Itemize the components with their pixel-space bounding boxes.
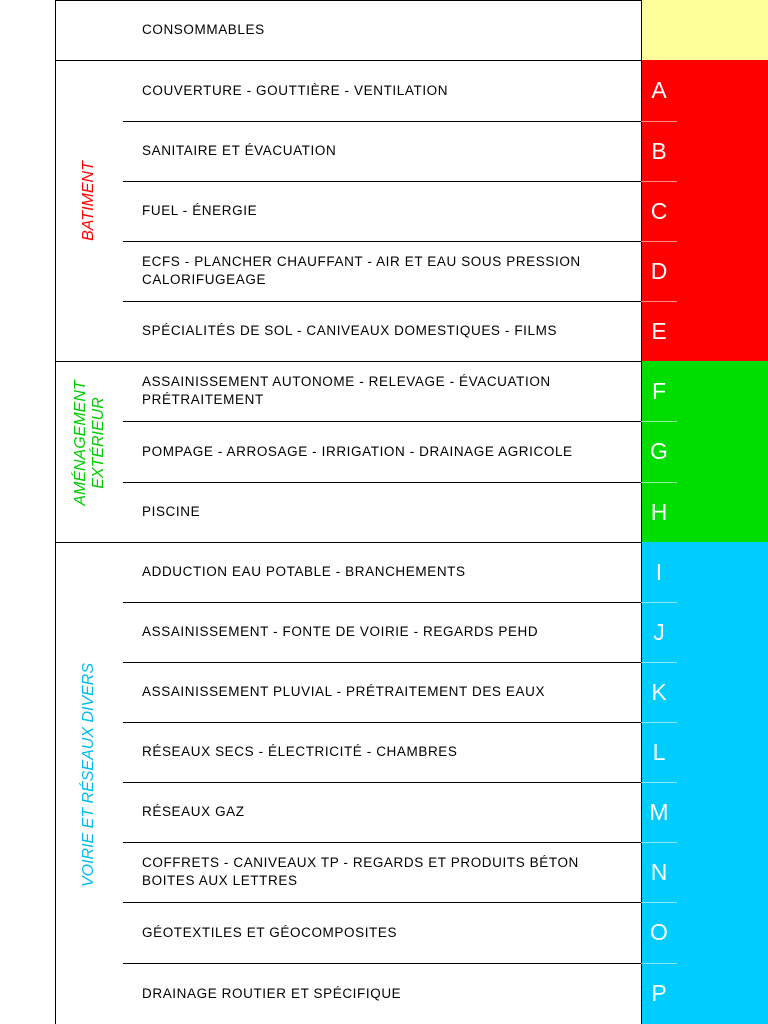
category-letter-m: M bbox=[649, 798, 669, 825]
category-row-text bbox=[142, 985, 401, 1003]
category-row-line1: SPÉCIALITÉS DE SOL - CANIVEAUX DOMESTIQUES - FILMS bbox=[142, 323, 558, 338]
category-row-label bbox=[142, 301, 637, 361]
letter-divider bbox=[641, 842, 677, 843]
category-row-label bbox=[142, 542, 637, 602]
letter-divider bbox=[641, 722, 677, 723]
category-letter-h: H bbox=[650, 498, 668, 525]
category-row-label bbox=[142, 963, 637, 1024]
letter-divider bbox=[641, 963, 677, 964]
category-letter-g: G bbox=[650, 438, 668, 464]
category-row-text bbox=[142, 803, 245, 821]
category-row-text bbox=[142, 503, 200, 521]
category-row-line1: FUEL - ÉNERGIE bbox=[142, 203, 258, 218]
category-row-line1: RÉSEAUX GAZ bbox=[142, 804, 245, 819]
category-row-label bbox=[142, 842, 637, 902]
category-row-text bbox=[142, 854, 579, 890]
row-divider bbox=[123, 722, 642, 723]
category-row-text bbox=[142, 443, 573, 461]
category-letter-n: N bbox=[650, 858, 668, 885]
category-row-text bbox=[142, 683, 545, 701]
row-divider bbox=[123, 301, 642, 302]
row-divider bbox=[123, 482, 642, 483]
category-letter-f: F bbox=[651, 377, 667, 404]
letter-divider bbox=[641, 241, 677, 242]
section-label-batiment: BATIMENT bbox=[80, 161, 97, 241]
category-row-label bbox=[142, 241, 637, 301]
category-row-line1: COFFRETS - CANIVEAUX TP - REGARDS ET PRODUITS BÉTON bbox=[142, 855, 579, 870]
category-row-text bbox=[142, 253, 581, 289]
category-row-text bbox=[142, 202, 257, 220]
section-label-amenagement: AMÉNAGEMENT EXTÉRIEUR bbox=[72, 380, 107, 506]
category-letter-p: P bbox=[651, 980, 667, 1006]
category-row-line1: GÉOTEXTILES ET GÉOCOMPOSITES bbox=[142, 924, 398, 940]
category-row-text bbox=[142, 142, 336, 160]
category-letter-j: J bbox=[653, 618, 665, 645]
category-row-text bbox=[142, 563, 466, 581]
row-divider bbox=[123, 902, 642, 903]
category-letter-a: A bbox=[651, 77, 667, 103]
category-row-label bbox=[142, 662, 637, 722]
row-divider bbox=[123, 662, 642, 663]
category-letter-b: B bbox=[651, 137, 667, 164]
row-divider bbox=[123, 421, 642, 422]
consommables-label: CONSOMMABLES bbox=[142, 22, 265, 37]
category-row-label bbox=[142, 902, 637, 963]
category-row-label bbox=[142, 121, 637, 181]
left-border bbox=[55, 0, 56, 1024]
category-row-line1: ECFS - PLANCHER CHAUFFANT - AIR ET EAU SOUS PRESSION bbox=[142, 254, 581, 269]
row-divider bbox=[123, 782, 642, 783]
category-row-text bbox=[142, 743, 458, 761]
section-label-voirie: VOIRIE ET RÉSEAUX DIVERS bbox=[80, 662, 97, 888]
row-divider bbox=[123, 241, 642, 242]
row-divider bbox=[123, 121, 642, 122]
category-letter-i: I bbox=[655, 558, 663, 585]
category-row-text bbox=[142, 82, 448, 100]
category-letter-d: D bbox=[650, 257, 668, 284]
letter-divider bbox=[641, 482, 677, 483]
letter-divider bbox=[641, 902, 677, 903]
category-row-label bbox=[142, 421, 637, 482]
category-letter-l: L bbox=[652, 738, 666, 765]
row-divider bbox=[123, 842, 642, 843]
category-row-line1: DRAINAGE ROUTIER ET SPÉCIFIQUE bbox=[142, 985, 402, 1001]
letter-divider bbox=[641, 301, 677, 302]
letter-divider bbox=[641, 602, 677, 603]
category-row-text bbox=[142, 924, 397, 942]
category-row-label bbox=[142, 602, 637, 662]
category-row-line2: CALORIFUGEAGE bbox=[142, 272, 267, 287]
category-row-line2: BOITES AUX LETTRES bbox=[142, 873, 298, 888]
row-divider bbox=[123, 181, 642, 182]
category-row-label bbox=[142, 482, 637, 542]
category-row-line1: ASSAINISSEMENT AUTONOME - RELEVAGE - ÉVACUATION bbox=[142, 374, 551, 389]
category-letter-k: K bbox=[651, 678, 667, 705]
category-row-line1: COUVERTURE - GOUTTIÈRE - VENTILATION bbox=[142, 82, 449, 98]
row-divider bbox=[123, 602, 642, 603]
category-letter-c: C bbox=[650, 197, 668, 224]
letter-divider bbox=[641, 421, 677, 422]
category-row-label bbox=[142, 782, 637, 842]
category-letter-o: O bbox=[650, 919, 668, 945]
letter-divider bbox=[641, 782, 677, 783]
category-row-line1: ADDUCTION EAU POTABLE - BRANCHEMENTS bbox=[142, 564, 466, 579]
category-row-text bbox=[142, 373, 551, 409]
category-row-line1: ASSAINISSEMENT PLUVIAL - PRÉTRAITEMENT DES EAUX bbox=[142, 684, 546, 699]
consommables-color-band bbox=[641, 0, 768, 60]
category-row-line1: RÉSEAUX SECS - ÉLECTRICITÉ - CHAMBRES bbox=[142, 744, 458, 759]
category-row-text bbox=[142, 322, 557, 340]
category-row-label bbox=[142, 722, 637, 782]
row-divider bbox=[123, 963, 642, 964]
letter-divider bbox=[641, 121, 677, 122]
category-row-line1: SANITAIRE ET ÉVACUATION bbox=[142, 143, 337, 158]
category-row-text bbox=[142, 623, 538, 641]
category-row-label bbox=[142, 361, 637, 421]
letter-divider bbox=[641, 662, 677, 663]
category-row-line1: POMPAGE - ARROSAGE - IRRIGATION - DRAINAGE AGRICOLE bbox=[142, 443, 573, 459]
category-letter-e: E bbox=[651, 317, 667, 344]
letter-divider bbox=[641, 181, 677, 182]
category-row-label bbox=[142, 181, 637, 241]
category-row-line1: PISCINE bbox=[142, 504, 201, 519]
category-row-label bbox=[142, 60, 637, 121]
category-row-line2: PRÉTRAITEMENT bbox=[142, 392, 264, 407]
category-row-line1: ASSAINISSEMENT - FONTE DE VOIRIE - REGARDS PEHD bbox=[142, 624, 539, 639]
